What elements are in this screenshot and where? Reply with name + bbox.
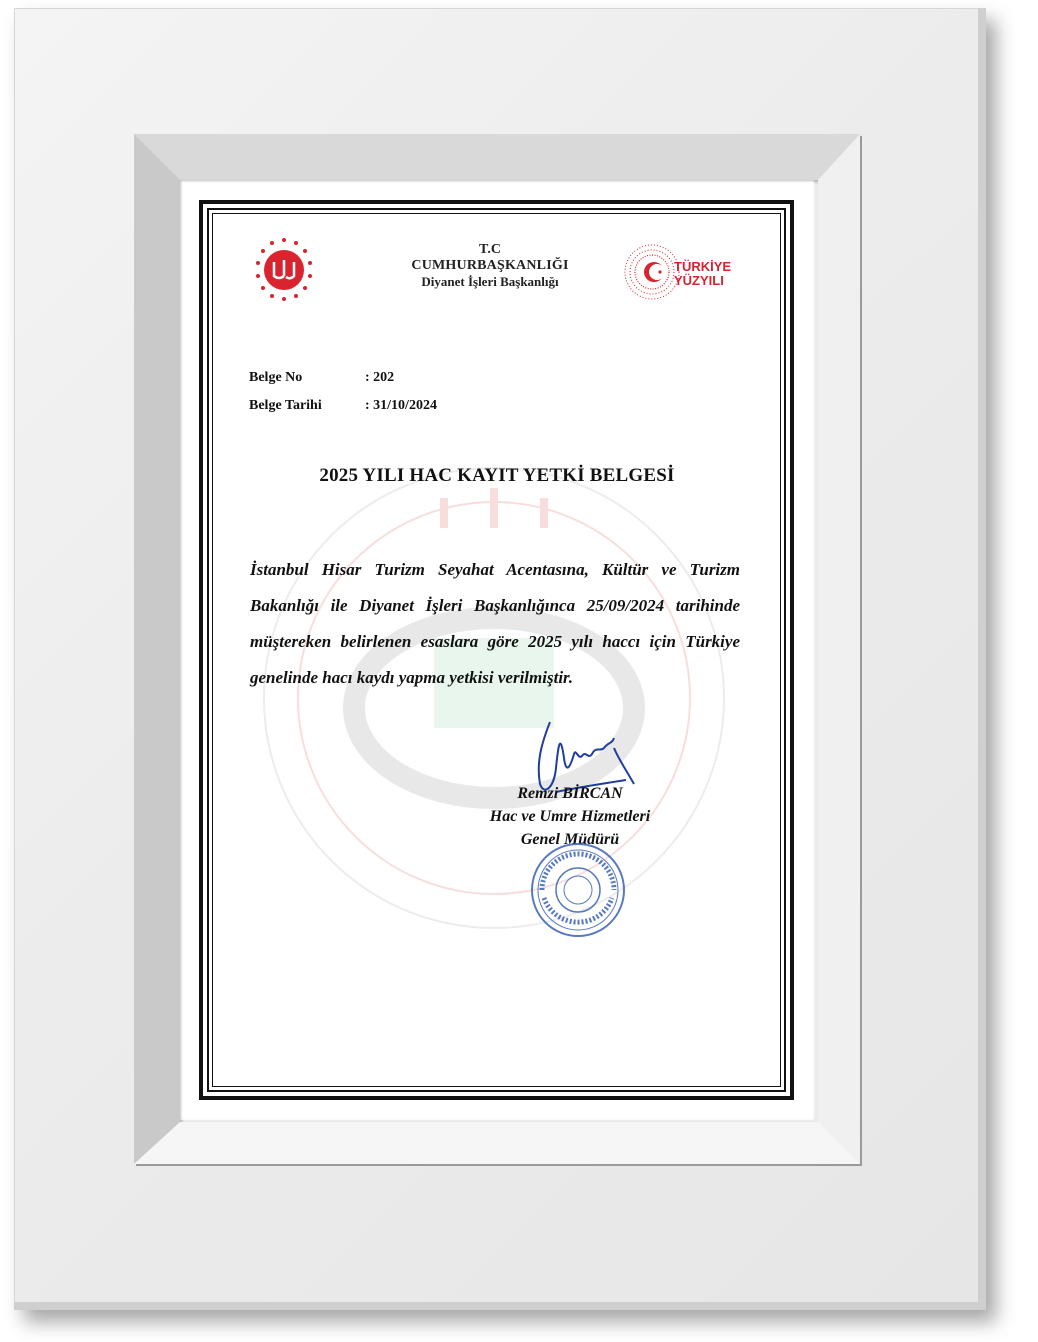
belge-tarihi-label: Belge Tarihi xyxy=(249,398,322,413)
signer-title-line2: Genel Müdürü xyxy=(520,831,620,848)
belge-tarihi-value: : 31/10/2024 xyxy=(365,398,437,413)
certificate-body: İstanbul Hisar Turizm Seyahat Acentasına, Kültür ve Turizm Bakanlığı ile Diyanet İşleri Başkanlığınca 25/09/2024 tarihinde müştereken belirlenen esaslara göre 2025 yılı haccı için Türkiye genelinde hacı kaydı yapma yetkisi verilmiştir. xyxy=(250,560,740,687)
logo-text-yuzyili: YÜZYILI xyxy=(674,273,724,288)
certificate-title: 2025 YILI HAC KAYIT YETKİ BELGESİ xyxy=(319,465,675,486)
diyanet-logo-icon xyxy=(246,232,322,312)
header-line-cumhurbaskanligi: CUMHURBAŞKANLIĞI xyxy=(411,258,569,273)
meta-row-belge-tarihi xyxy=(249,398,437,426)
header-line-tc: T.C xyxy=(479,242,501,257)
signer-title-line1: Hac ve Umre Hizmetleri xyxy=(489,808,651,825)
logo-text-turkiye: TÜRKİYE xyxy=(674,259,732,274)
belge-no-label: Belge No xyxy=(249,370,303,385)
certificate-paper xyxy=(180,180,814,1120)
signer-name: Remzi BİRCAN xyxy=(517,785,623,802)
header-line-diyanet: Diyanet İşleri Başkanlığı xyxy=(421,274,559,289)
watermark-emblem-icon xyxy=(244,448,744,948)
meta-row-belge-no xyxy=(249,370,437,398)
turkiye-yuzyili-logo xyxy=(616,242,756,304)
belge-no-value: : 202 xyxy=(365,370,395,385)
official-seal-icon xyxy=(528,840,628,940)
issuer-heading xyxy=(380,242,600,290)
document-meta xyxy=(249,370,437,426)
